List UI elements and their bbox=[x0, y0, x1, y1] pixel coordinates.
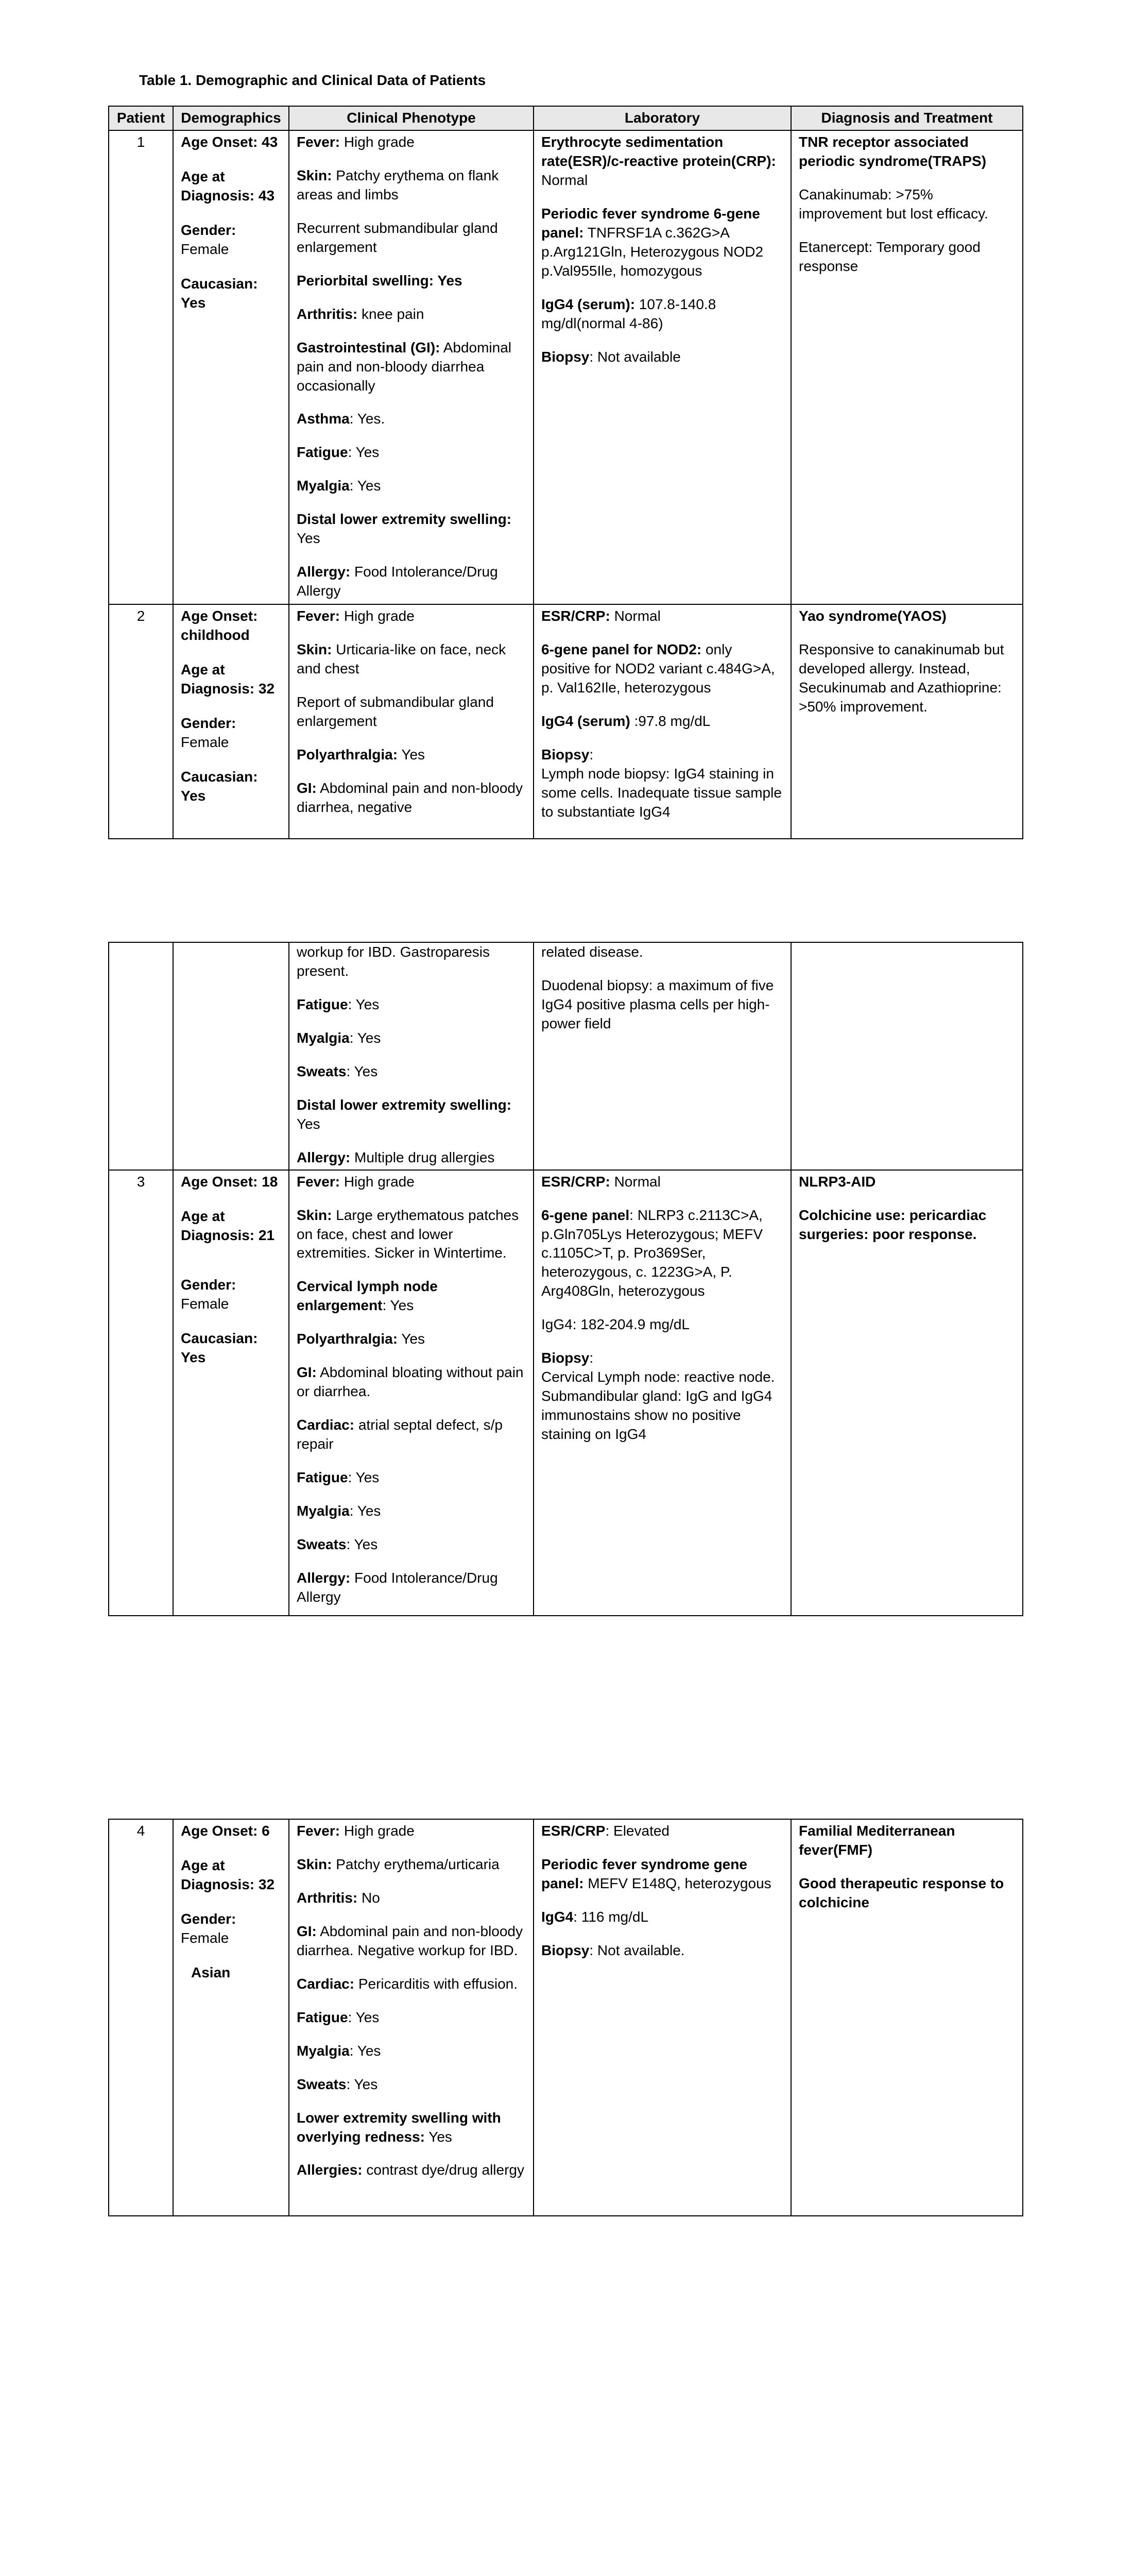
entry-value: Abdominal bloating without pain or diarrhea. bbox=[297, 1364, 524, 1400]
entry bbox=[297, 1822, 526, 1841]
entry-value: contrast dye/drug allergy bbox=[362, 2162, 524, 2178]
entry-value: Cervical Lymph node: reactive node. Submandibular gland: IgG and IgG4 immunostains show no positive staining on IgG4 bbox=[541, 1369, 775, 1443]
table-row bbox=[109, 1819, 1023, 2216]
entry-value: : bbox=[589, 746, 594, 762]
gender-text: Female bbox=[181, 241, 229, 257]
patient-table-part-1 bbox=[108, 106, 1023, 839]
entry-value: knee pain bbox=[357, 306, 424, 322]
entry bbox=[799, 185, 1015, 224]
demographics-cell bbox=[173, 130, 289, 604]
table-row bbox=[109, 604, 1023, 839]
entry-label: Myalgia bbox=[297, 1029, 350, 1046]
entry-label: Myalgia bbox=[297, 478, 350, 494]
entry-label: IgG4 bbox=[541, 1908, 574, 1925]
entry-label: Arthritis: bbox=[297, 306, 358, 322]
gender-label: Gender: bbox=[181, 715, 236, 731]
entry-value: High grade bbox=[340, 607, 415, 624]
entry-value: Recurrent submandibular gland enlargement bbox=[297, 219, 498, 255]
gender-label: Gender: bbox=[181, 1910, 236, 1927]
gender-value bbox=[181, 1295, 281, 1314]
entry bbox=[541, 1368, 783, 1444]
laboratory-cell bbox=[534, 130, 791, 604]
patient-number: 4 bbox=[109, 1819, 173, 2216]
entry-value: atrial septal defect, s/p repair bbox=[297, 1417, 503, 1452]
entry-value: Yes bbox=[398, 746, 425, 762]
entry-value: : Yes. bbox=[349, 411, 385, 427]
entry bbox=[799, 1874, 1015, 1912]
entry-label: Allergy: bbox=[297, 564, 351, 580]
entry bbox=[799, 607, 1015, 626]
entry bbox=[541, 765, 783, 822]
entry-value: IgG4: 182-204.9 mg/dL bbox=[541, 1316, 690, 1333]
header-demographics: Demographics bbox=[173, 106, 289, 130]
entry-value: : Yes bbox=[346, 2076, 378, 2092]
entry bbox=[297, 1889, 526, 1908]
entry bbox=[297, 1173, 526, 1192]
age-onset: Age Onset: 18 bbox=[181, 1173, 278, 1190]
clinical-phenotype-cell bbox=[289, 1170, 534, 1616]
entry-value: Pericarditis with effusion. bbox=[354, 1975, 518, 1992]
entry-label: Periodic fever syndrome gene panel: bbox=[541, 1856, 747, 1891]
entry bbox=[541, 1822, 783, 1841]
entry bbox=[541, 133, 783, 190]
entry-value: Etanercept: Temporary good response bbox=[799, 239, 981, 274]
entry-value: Urticaria-like on face, neck and chest bbox=[297, 641, 506, 676]
gender-text: Female bbox=[181, 734, 229, 750]
entry bbox=[541, 1173, 783, 1192]
demographics-cell bbox=[173, 604, 289, 839]
entry-value: Abdominal pain and non-bloody diarrhea occasionally bbox=[297, 339, 512, 394]
entry-label: Allergy: bbox=[297, 1149, 351, 1165]
entry bbox=[297, 2161, 526, 2180]
entry-value: High grade bbox=[340, 133, 415, 150]
entry-label: Familial Mediterranean fever(FMF) bbox=[799, 1823, 955, 1858]
patient-table-part-2 bbox=[108, 942, 1023, 1616]
entry-label: GI: bbox=[297, 1923, 317, 1939]
entry-label: GI: bbox=[297, 1364, 317, 1381]
entry-label: ESR/CRP bbox=[541, 1823, 606, 1839]
entry bbox=[297, 607, 526, 626]
age-onset: Age Onset: 6 bbox=[181, 1823, 270, 1839]
entry bbox=[297, 2075, 526, 2094]
gender-value bbox=[181, 733, 281, 752]
entry-label: Periodic fever syndrome 6-gene panel: bbox=[541, 205, 760, 241]
ethnicity: Caucasian: Yes bbox=[181, 768, 258, 804]
entry bbox=[297, 219, 526, 257]
demographics-cell bbox=[173, 1819, 289, 2216]
clinical-phenotype-cell bbox=[289, 604, 534, 839]
entry bbox=[297, 2109, 526, 2147]
entry bbox=[297, 410, 526, 429]
entry-label: Allergy: bbox=[297, 1569, 351, 1586]
entry-value: Canakinumab: >75% improvement but lost efficacy. bbox=[799, 186, 988, 222]
entry bbox=[541, 1349, 783, 1368]
entry-label: Sweats bbox=[297, 1536, 347, 1553]
entry-label: Erythrocyte sedimentation rate(ESR)/c-reactive protein(CRP): bbox=[541, 133, 776, 169]
table-caption: Table 1. Demographic and Clinical Data of Patients bbox=[139, 72, 486, 88]
entry-value: Normal bbox=[610, 607, 661, 624]
diagnosis-cell bbox=[791, 1170, 1023, 1616]
entry bbox=[541, 640, 783, 698]
entry-label: Distal lower extremity swelling: bbox=[297, 1096, 512, 1113]
laboratory-cell bbox=[534, 604, 791, 839]
clinical-phenotype-cell bbox=[289, 1819, 534, 2216]
entry bbox=[297, 166, 526, 205]
table-row bbox=[109, 1170, 1023, 1616]
entry-value: Patchy erythema/urticaria bbox=[332, 1856, 500, 1872]
entry bbox=[297, 1569, 526, 1607]
entry-value: Large erythematous patches on face, chest and lower extremities. Sicker in Wintertime. bbox=[297, 1207, 519, 1261]
entry-value: : Yes bbox=[348, 1469, 380, 1486]
entry-label: Skin: bbox=[297, 1856, 332, 1872]
entry-label: Distal lower extremity swelling: bbox=[297, 511, 512, 528]
table-row bbox=[109, 942, 1023, 1170]
entry bbox=[297, 693, 526, 731]
entry-label: Biopsy bbox=[541, 1942, 590, 1958]
ethnicity: Caucasian: Yes bbox=[181, 275, 258, 311]
entry-label: Good therapeutic response to colchicine bbox=[799, 1875, 1004, 1910]
header-laboratory: Laboratory bbox=[534, 106, 791, 130]
entry-label: Fatigue bbox=[297, 2009, 348, 2025]
entry bbox=[541, 745, 783, 765]
entry bbox=[297, 1975, 526, 1994]
entry-value: MEFV E148Q, heterozygous bbox=[583, 1875, 771, 1891]
gender-label: Gender: bbox=[181, 1277, 236, 1293]
entry bbox=[297, 443, 526, 462]
entry-value: : Not available bbox=[589, 348, 681, 365]
age-at-diagnosis: Age at Diagnosis: 32 bbox=[181, 661, 275, 697]
entry-continued: related disease. bbox=[541, 944, 643, 960]
entry-value: TNFRSF1A c.362G>A p.Arg121Gln, Heterozygous NOD2 p.Val955Ile, homozygous bbox=[541, 224, 764, 279]
entry bbox=[297, 640, 526, 679]
gender-value bbox=[181, 240, 281, 259]
entry-label: 6-gene panel bbox=[541, 1207, 630, 1223]
entry-value: Report of submandibular gland enlargement bbox=[297, 693, 494, 729]
entry-label: Cardiac: bbox=[297, 1417, 355, 1433]
entry-value: Responsive to canakinumab but developed allergy. Instead, Secukinumab and Azathioprine: >50% improvement. bbox=[799, 641, 1004, 715]
entry-value: : Yes bbox=[382, 1297, 414, 1314]
entry-value: : Yes bbox=[348, 2009, 380, 2025]
entry-label: Fever: bbox=[297, 1173, 340, 1190]
diagnosis-cell bbox=[791, 130, 1023, 604]
entry-value: Yes bbox=[398, 1331, 425, 1347]
entry-label: Myalgia bbox=[297, 1503, 350, 1519]
entry-label: Fatigue bbox=[297, 996, 348, 1012]
diagnosis-cell bbox=[791, 942, 1023, 1170]
entry bbox=[297, 133, 526, 152]
header-diagnosis-treatment: Diagnosis and Treatment bbox=[791, 106, 1023, 130]
entry-value: No bbox=[357, 1889, 380, 1906]
entry-value: Yes bbox=[297, 1115, 320, 1132]
entry-label: Allergies: bbox=[297, 2162, 363, 2178]
entry-label: Myalgia bbox=[297, 2042, 350, 2059]
gender-text: Female bbox=[181, 1296, 229, 1312]
age-at-diagnosis: Age at Diagnosis: 32 bbox=[181, 1857, 275, 1892]
entry bbox=[541, 607, 783, 626]
entry bbox=[297, 1148, 526, 1167]
entry-label: Colchicine use: pericardiac surgeries: poor response. bbox=[799, 1207, 987, 1242]
entry bbox=[541, 1315, 783, 1334]
entry bbox=[799, 238, 1015, 276]
entry-label: Cardiac: bbox=[297, 1975, 355, 1992]
entry-label: Fatigue bbox=[297, 444, 348, 461]
entry-label: Fever: bbox=[297, 1823, 340, 1839]
entry-value: : Not available. bbox=[589, 1942, 685, 1958]
clinical-phenotype-cell bbox=[289, 130, 534, 604]
entry bbox=[297, 1922, 526, 1960]
entry bbox=[541, 1855, 783, 1893]
entry-label: Polyarthralgia: bbox=[297, 746, 398, 762]
entry-label: Fever: bbox=[297, 133, 340, 150]
entry bbox=[541, 1941, 783, 1960]
diagnosis-cell bbox=[791, 1819, 1023, 2216]
entry-value: : 116 mg/dL bbox=[573, 1908, 649, 1925]
patient-number: 1 bbox=[109, 130, 173, 604]
entry-label: Cervical lymph node enlargement bbox=[297, 1278, 438, 1314]
entry bbox=[297, 2008, 526, 2027]
entry bbox=[297, 563, 526, 601]
entry-label: Biopsy bbox=[541, 1350, 590, 1366]
entry-label: Biopsy bbox=[541, 348, 590, 365]
entry bbox=[297, 1468, 526, 1487]
entry bbox=[297, 1502, 526, 1521]
entry-value: Yes bbox=[297, 530, 320, 547]
clinical-phenotype-cell bbox=[289, 942, 534, 1170]
entry bbox=[297, 272, 526, 291]
patient-table-part-3 bbox=[108, 1819, 1023, 2216]
entry bbox=[297, 2042, 526, 2061]
entry bbox=[297, 1416, 526, 1454]
entry-label: NLRP3-AID bbox=[799, 1173, 876, 1190]
entry-value: : Yes bbox=[348, 996, 380, 1012]
entry-value: : Yes bbox=[349, 478, 381, 494]
entry bbox=[541, 348, 783, 367]
entry-label: IgG4 (serum): bbox=[541, 296, 636, 312]
entry-value: Normal bbox=[610, 1173, 661, 1190]
entry bbox=[541, 295, 783, 333]
entry-value: Food Intolerance/Drug Allergy bbox=[297, 564, 498, 599]
entry-label: ESR/CRP: bbox=[541, 1173, 610, 1190]
entry-label: Arthritis: bbox=[297, 1889, 358, 1906]
entry-value: Normal bbox=[541, 172, 588, 188]
entry bbox=[297, 338, 526, 396]
entry-value: : Yes bbox=[346, 1063, 378, 1079]
entry-label: Skin: bbox=[297, 641, 332, 657]
entry bbox=[297, 1206, 526, 1263]
demographics-cell bbox=[173, 1170, 289, 1616]
entry-label: GI: bbox=[297, 779, 317, 796]
entry-label: ESR/CRP: bbox=[541, 607, 610, 624]
entry-label: Sweats bbox=[297, 1063, 347, 1079]
entry-value: Lymph node biopsy: IgG4 staining in some cells. Inadequate tissue sample to substantiate IgG4 bbox=[541, 765, 782, 820]
entry-label: 6-gene panel for NOD2: bbox=[541, 641, 702, 657]
ethnicity: Caucasian: Yes bbox=[181, 1330, 258, 1366]
entry-value: : Elevated bbox=[605, 1823, 670, 1839]
entry-value: 107.8-140.8 mg/dl(normal 4-86) bbox=[541, 296, 716, 331]
entry-label: Biopsy bbox=[541, 746, 590, 762]
entry-value: Yes bbox=[424, 2128, 452, 2145]
diagnosis-cell bbox=[791, 604, 1023, 839]
entry-value: High grade bbox=[340, 1823, 415, 1839]
laboratory-cell bbox=[534, 1819, 791, 2216]
entry-label: Periorbital swelling: Yes bbox=[297, 272, 462, 289]
entry-value: : Yes bbox=[349, 2042, 381, 2059]
entry bbox=[541, 1206, 783, 1301]
entry-value: only positive for NOD2 variant c.484G>A, p. Val162Ile, heterozygous bbox=[541, 641, 775, 696]
gender-label: Gender: bbox=[181, 222, 236, 238]
entry-label: Polyarthralgia: bbox=[297, 1331, 398, 1347]
patient-number: 3 bbox=[109, 1170, 173, 1616]
entry bbox=[297, 510, 526, 548]
entry bbox=[541, 1908, 783, 1927]
entry-value: : Yes bbox=[348, 444, 380, 461]
entry-label: Sweats bbox=[297, 2076, 347, 2092]
entry-value: : Yes bbox=[349, 1503, 381, 1519]
entry-label: Yao syndrome(YAOS) bbox=[799, 607, 947, 624]
entry bbox=[541, 712, 783, 731]
entry-label: Skin: bbox=[297, 1207, 332, 1223]
entry bbox=[541, 205, 783, 281]
header-row bbox=[109, 106, 1023, 130]
entry bbox=[297, 1855, 526, 1874]
table-row bbox=[109, 130, 1023, 604]
header-clinical-phenotype: Clinical Phenotype bbox=[289, 106, 534, 130]
entry-value: : Yes bbox=[349, 1029, 381, 1046]
entry bbox=[297, 1330, 526, 1349]
entry bbox=[297, 1029, 526, 1048]
laboratory-cell bbox=[534, 1170, 791, 1616]
entry-value: : bbox=[589, 1350, 594, 1366]
entry-label: Fatigue bbox=[297, 1469, 348, 1486]
entry bbox=[297, 1096, 526, 1134]
entry bbox=[799, 1173, 1015, 1192]
entry bbox=[297, 1277, 526, 1315]
age-at-diagnosis: Age at Diagnosis: 21 bbox=[181, 1208, 275, 1243]
entry: Duodenal biopsy: a maximum of five IgG4 positive plasma cells per high-power field bbox=[541, 977, 774, 1031]
age-onset: Age Onset: childhood bbox=[181, 607, 258, 643]
entry-label: Skin: bbox=[297, 167, 332, 183]
entry bbox=[799, 1206, 1015, 1244]
entry bbox=[799, 640, 1015, 717]
gender-text: Female bbox=[181, 1929, 229, 1946]
entry-value: : NLRP3 c.2113C>A, p.Gln705Lys Heterozygous; MEFV c.1105C>T, p. Pro369Ser, heterozygous, c. 1223G>A, P. Arg408Gln, heterozygous bbox=[541, 1207, 763, 1299]
patient-number: 2 bbox=[109, 604, 173, 839]
entry-label: IgG4 (serum) bbox=[541, 713, 630, 729]
entry-label: TNR receptor associated periodic syndrome(TRAPS) bbox=[799, 133, 987, 169]
age-at-diagnosis: Age at Diagnosis: 43 bbox=[181, 168, 275, 204]
entry bbox=[297, 1363, 526, 1401]
entry-value: Food Intolerance/Drug Allergy bbox=[297, 1569, 498, 1605]
ethnicity: Asian bbox=[191, 1964, 231, 1980]
entry bbox=[297, 305, 526, 324]
entry-label: Gastrointestinal (GI): bbox=[297, 339, 440, 355]
entry bbox=[297, 995, 526, 1014]
entry-value: Multiple drug allergies bbox=[350, 1149, 495, 1165]
entry-value: Patchy erythema on flank areas and limbs bbox=[297, 167, 499, 202]
entry-value: High grade bbox=[340, 1173, 415, 1190]
laboratory-cell bbox=[534, 942, 791, 1170]
entry bbox=[297, 1535, 526, 1554]
entry-continued: workup for IBD. Gastroparesis present. bbox=[297, 944, 490, 979]
age-onset: Age Onset: 43 bbox=[181, 133, 278, 150]
patient-number bbox=[109, 942, 173, 1170]
entry-value: Abdominal pain and non-bloody diarrhea. Negative workup for IBD. bbox=[297, 1923, 523, 1958]
entry-label: Lower extremity swelling with overlying redness: bbox=[297, 2109, 501, 2145]
entry bbox=[297, 477, 526, 496]
entry bbox=[297, 779, 526, 817]
header-patient: Patient bbox=[109, 106, 173, 130]
entry-label: Fever: bbox=[297, 607, 340, 624]
entry-value: Abdominal pain and non-bloody diarrhea, negative bbox=[297, 779, 523, 815]
entry-value: : Yes bbox=[346, 1536, 378, 1553]
entry bbox=[799, 1822, 1015, 1860]
entry bbox=[799, 133, 1015, 171]
entry bbox=[297, 745, 526, 765]
gender-value bbox=[181, 1929, 281, 1948]
entry bbox=[297, 1062, 526, 1081]
entry-label: Asthma bbox=[297, 411, 350, 427]
entry-value: :97.8 mg/dL bbox=[630, 713, 711, 729]
demographics-cell bbox=[173, 942, 289, 1170]
